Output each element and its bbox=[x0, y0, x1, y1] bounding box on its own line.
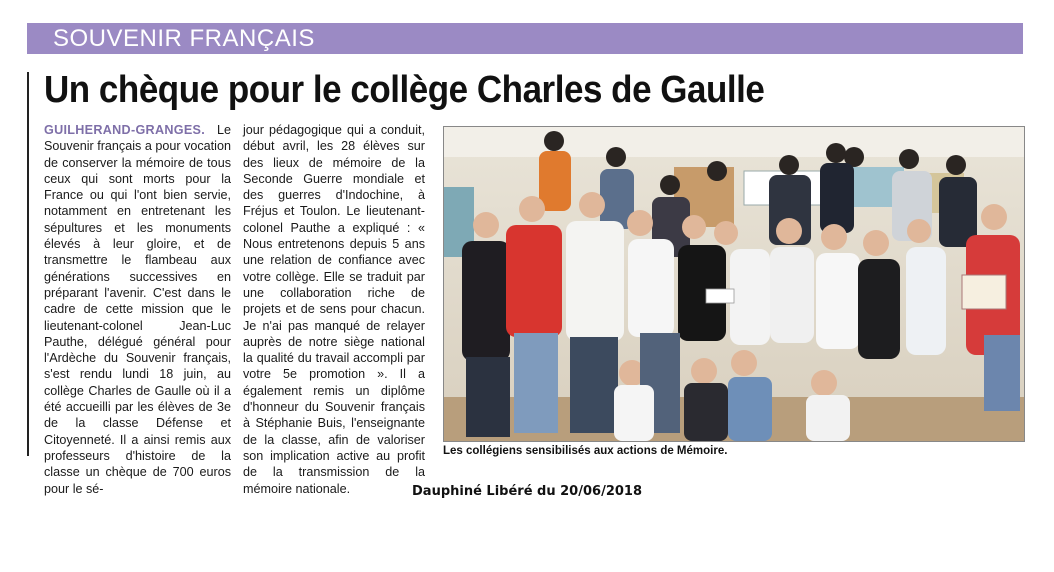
article-column-1 bbox=[44, 122, 231, 497]
article-column-2: jour pédagogique qui a conduit, début avril, les 28 élèves sur des lieux de mémoire de la Seconde Guerre mondiale et des guerres d'Indochine, à Fréjus et Toulon. Le lieutenant-colonel Pauthe a expliqué : « Nous entretenons depuis 5 ans une relation de confiance avec votre collège. Elle se traduit par une collaboration riche de projets et de sens pour chacun. Je n'ai pas manqué de relayer auprès de notre siège national la qualité du travail accompli par votre 5e promotion ». Il a également remis un diplôme d'honneur du Souvenir français à Stéphanie Buis, l'enseignante de la classe, afin de valoriser son implication active au profit de la transmission de la mémoire nationale. bbox=[243, 123, 425, 496]
dateline: GUILHERAND-GRANGES. bbox=[44, 123, 206, 137]
section-banner bbox=[27, 23, 1023, 54]
article-headline: Un chèque pour le collège Charles de Gaulle bbox=[44, 69, 765, 111]
column-rule bbox=[27, 72, 29, 456]
article-photo bbox=[443, 126, 1025, 442]
source-credit: Dauphiné Libéré du 20/06/2018 bbox=[412, 484, 642, 499]
section-title: SOUVENIR FRANÇAIS bbox=[53, 25, 315, 52]
column-1-text: Le Souvenir français a pour vocation de conserver la mémoire de tous ceux qui sont morts pour la France ou qui l'ont bien servie, notamment en entretenant les sépultures et les monuments élevés à leur gloire, et de transmettre le flambeau aux générations successives en préparant l'avenir. C'est dans le cadre de cette mission que le lieutenant-colonel Jean-Luc Pauthe, délégué général pour l'Ardèche du Souvenir français, s'est rendu lundi 18 juin, au collège Charles de Gaulle où il a été accueilli par les élèves de 3e de la classe Défense et Citoyenneté. Il a ainsi remis aux professeurs d'histoire de la classe un chèque de 700 euros pour le sé- bbox=[44, 123, 231, 496]
photo-caption: Les collégiens sensibilisés aux actions de Mémoire. bbox=[443, 445, 728, 457]
